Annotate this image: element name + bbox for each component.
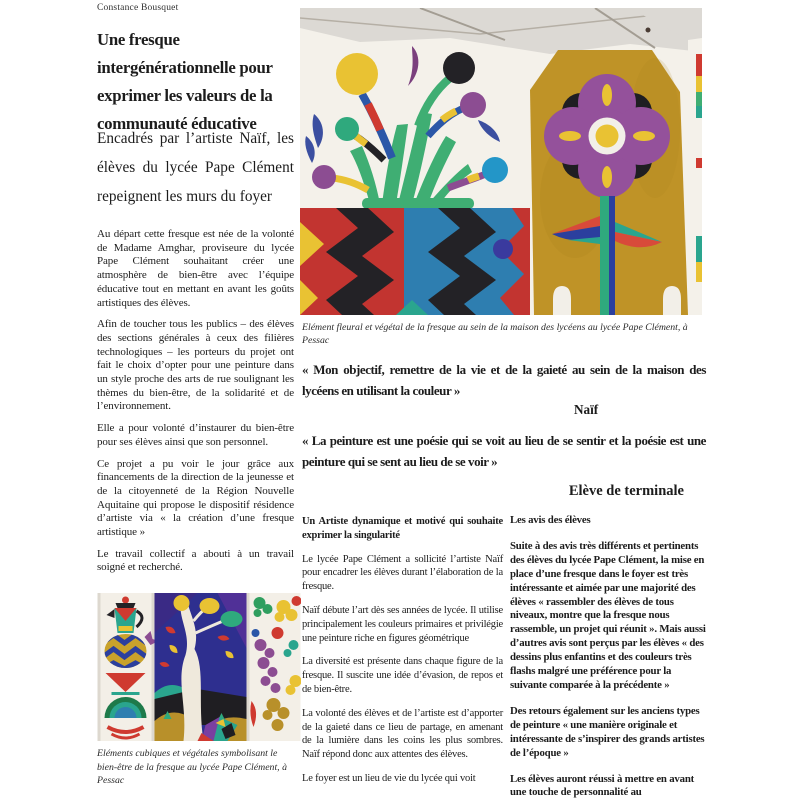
mural-floral-illustration: [300, 8, 702, 315]
article-paragraph: Les élèves auront réussi à mettre en avant une touche de personnalité au: [510, 772, 695, 799]
column-heading-avis: Les avis des élèves: [510, 514, 591, 526]
article-paragraph: Le travail collectif a abouti à un travail soigné et recherché.: [97, 547, 294, 574]
article-paragraph: Le foyer est un lieu de vie du lycée qui voit: [302, 772, 476, 784]
byline: Constance Bousquet: [97, 3, 179, 13]
article-paragraph: Afin de toucher tous les publics – des élèves des sections générales à ceux des filières technologiques – les porteurs du projet ont fait le choix d’opter pour une peinture dans un style proche des arts de rue soulignant les thèmes du bien-être, de la solidarité et de l’environnement.: [97, 318, 294, 413]
standfirst: Encadrés par l’artiste Naïf, les élèves du lycée Pape Clément repeignent les murs du foyer: [97, 130, 294, 205]
middle-column: [302, 515, 503, 796]
headline: Une fresque intergénérationnelle pour exprimer les valeurs de la communauté éducative: [97, 30, 273, 133]
article-paragraph: Des retours également sur les anciens types de peinture « une manière originale et intéressante de s’inspirer des grands artistes de l’époque »: [510, 704, 705, 759]
quote-artist: « Mon objectif, remettre de la vie et de la gaieté au sein de la maison des lycéens en utilisant la couleur »: [302, 362, 706, 398]
article-paragraph: Au départ cette fresque est née de la volonté de Madame Amghar, proviseure du lycée Pape Clément souhaitant créer une atmosphère de bien-être avec l’équipe éducative tout en mettant en avant les goûts artistiques des élèves.: [97, 228, 294, 309]
right-column: [510, 514, 710, 800]
article-paragraph: Ce projet a pu voir le jour grâce aux financements de la direction de la jeunesse et de la citoyenneté de la Région Nouvelle Aquitaine qui propose le dispositif résidence d’artiste via « la création d’une fresque artistique »: [97, 457, 294, 539]
panel-organic-shapes: [250, 593, 302, 741]
column-heading-artist: Un Artiste dynamique et motivé qui souhaite exprimer la singularité: [302, 516, 503, 541]
quote-attribution-artist: Naïf: [574, 402, 599, 417]
photo-caption-bottom: Eléments cubiques et végétales symbolisant le bien-être de la fresque au lycée Pape Clément, à Pessac: [97, 748, 287, 786]
zigzag-motif: [300, 208, 530, 315]
article-paragraph: Le lycée Pape Clément a sollicité l’artiste Naïf pour encadrer les élèves durant l’élaboration de la fresque.: [302, 553, 503, 593]
panel-still-life: [101, 593, 159, 741]
photo-caption-top: Elément fleural et végétal de la fresque au sein de la maison des lycéens au lycée Pape Clément, à Pessac: [302, 322, 688, 346]
left-column: [97, 228, 294, 583]
article-paragraph: La diversité est présente dans chaque figure de la fresque. Il suscite une idée d’évasion, de repos et de bien-être.: [302, 656, 503, 695]
article-paragraph: La volonté des élèves et de l’artiste est d’apporter de la gaieté dans ce lieu de partage, en amenant de la lumière dans les coins les plus sombres. Naïf répond donc aux attentes des élèves.: [302, 707, 503, 761]
article-paragraph: Elle a pour volonté d’instaurer du bien-être pour ses élèves ainsi que son personnel.: [97, 422, 294, 448]
quote-attribution-student: Elève de terminale: [568, 483, 684, 499]
photo-fresque-florale: [300, 8, 702, 315]
mural-panels-illustration: [97, 593, 301, 741]
article-paragraph: Suite à des avis très différents et pertinents des élèves du lycée Pape Clément, la mise en place d’une fresque dans le foyer est très intéressante et aimée par une majorité des élèves « rassembler des élèves de tous niveaux, montre que la fresque nous rassemble, un projet qui réunit ». Mais aussi d’autres avis sont perçus par les élèves « des dessins plus enfantins et des couleurs très flashs malgré une préférence pour la suivante comparée à la précédente »: [510, 539, 706, 691]
quote-student: « La peinture est une poésie qui se voit au lieu de se sentir et la poésie est une peinture qui se sent au lieu de se voir »: [302, 433, 706, 469]
flower-motif: [530, 50, 688, 315]
photo-fresque-cubique: [97, 593, 301, 741]
panel-white-tree: [155, 593, 247, 741]
article-paragraph: Naïf débute l’art dès ses années de lycée. Il utilise principalement les couleurs primaires et privilégie une peinture riche en figures géométrique: [302, 604, 503, 644]
